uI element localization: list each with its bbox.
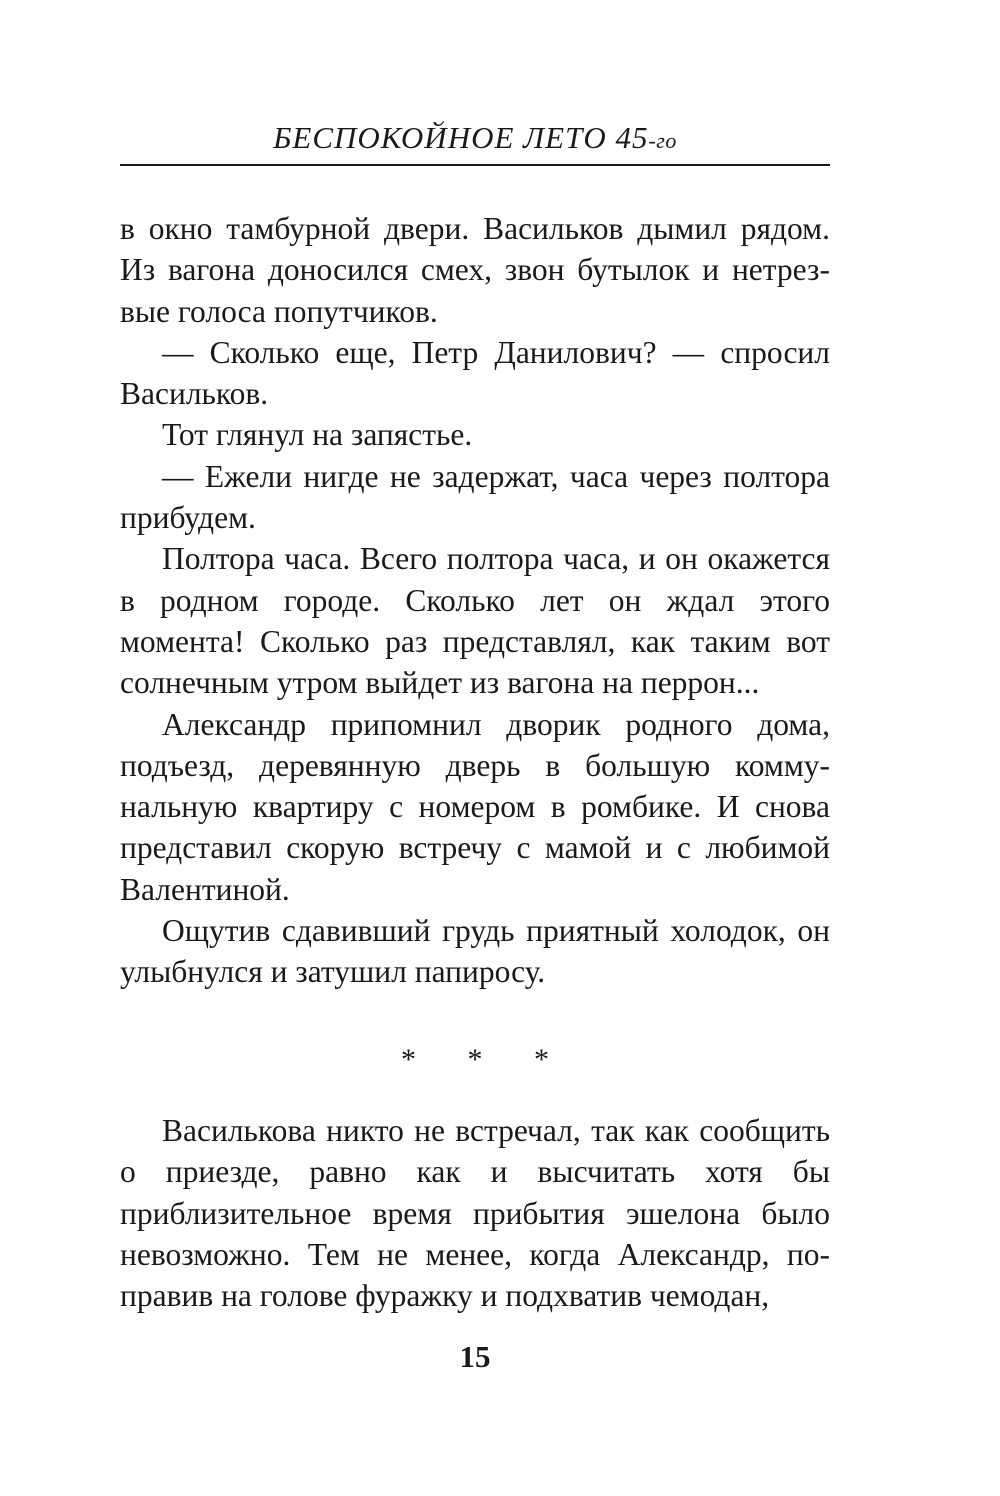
paragraph: Ощутив сдавивший грудь приятный холодок, он улыбнулся и затушил папиросу. [120,913,830,990]
running-header [120,118,830,161]
paragraph: Александр припомнил дворик родного дома, подъезд, деревянную дверь в большую коммунальную квартиру с номером в ромбике. И снова представил скорую встречу с мамой и с любимой Валентиной. [120,706,830,907]
text-section-1 [120,208,830,993]
paragraph: — Ежели нигде не задержат, часа через полтора прибудем. [120,458,830,536]
paragraph: Василькова никто не встречал, так как сообщить о приезде, равно как и высчитать хотя бы приблизительное время прибытия эшелона было невозможно. Тем не менее, когда Александр, поправив на голове фуражку и подхватив чемодан, [120,1113,830,1314]
paragraph: Тот глянул на запястье. [162,417,473,453]
page-number: 15 [459,1339,491,1374]
section-separator: * * * [401,1043,571,1076]
paragraph: — Сколько еще, Петр Данилович? — спросил Васильков. [120,334,830,412]
header-title: БЕСПОКОЙНОЕ ЛЕТО 45 [273,120,649,155]
text-section-2 [120,1110,830,1316]
paragraph: Полтора часа. Всего полтора часа, и он окажется в родном городе. Сколько лет он ждал этого момента! Сколько раз представлял, как таким вот солнечным утром выйдет из вагона на перрон... [120,541,830,701]
header-title-suffix: -го [648,128,677,153]
paragraph: в окно тамбурной двери. Васильков дымил рядом. Из вагона доносился смех, звон бутылок и нетрезвые голоса попутчиков. [120,211,830,329]
header-rule [120,164,830,166]
